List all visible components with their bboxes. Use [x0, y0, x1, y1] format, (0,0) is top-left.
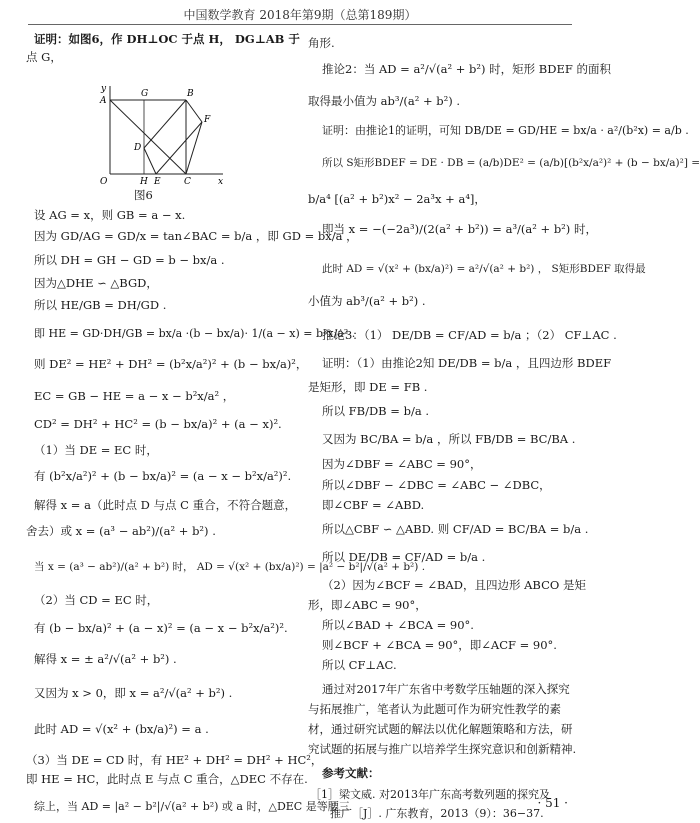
right-line-16: 所以∠DBF − ∠DBC = ∠ABC − ∠DBC，	[322, 478, 551, 492]
right-line-27: 材，通过研究试题的解法以优化解题策略和方法，研	[308, 722, 573, 736]
left-line-5: 所以 HE/GB = DH/GD .	[34, 298, 167, 312]
fig-label-D: D	[134, 143, 142, 153]
left-line-9: CD² = DH² + HC² = (b − bx/a)² + (a − x)².	[34, 417, 282, 431]
left-line-4: 因为△DHE ∽ △BGD，	[34, 276, 158, 290]
left-line-16: 有 (b − bx/a)² + (a − x)² = (a − x − b²x/a²)².	[34, 621, 288, 635]
running-header: 中国数学教育 2018年第9期（总第189期）	[183, 8, 417, 22]
right-line-19: 所以 DE/DB = CF/AD = b/a .	[322, 550, 486, 564]
fig-label-A: A	[100, 96, 107, 106]
right-line-10: 推论3：（1） DE/DB = CF/AD = b/a ；（2） CF⊥AC .	[322, 328, 617, 342]
right-line-21: 形，即∠ABC = 90°，	[308, 598, 427, 612]
right-line-6: b/a⁴ [(a² + b²)x² − 2a³x + a⁴]，	[308, 192, 486, 206]
right-line-26: 与拓展推广，笔者认为此题可作为研究性教学的素	[308, 702, 561, 716]
references-title: 参考文献：	[322, 766, 380, 780]
proof-intro-line-2: 点 G，	[26, 50, 62, 64]
fig-label-C: C	[184, 177, 191, 187]
fig-label-B: B	[187, 89, 194, 99]
left-line-12: 解得 x = a（此时点 D 与点 C 重合，不符合题意，	[34, 498, 297, 512]
right-line-23: 则∠BCF + ∠BCA = 90°，即∠ACF = 90°.	[322, 638, 557, 652]
left-line-14: 当 x = (a³ − ab²)/(a² + b²) 时， AD = √(x² + (bx/a)²) = |a² − b²|/√(a² + b²) .	[34, 561, 426, 573]
left-line-15: （2）当 CD = EC 时，	[34, 593, 159, 607]
right-line-14: 又因为 BC/BA = b/a ，所以 FB/DB = BC/BA .	[322, 432, 576, 446]
right-line-11: 证明：（1）由推论2知 DE/DB = b/a ，且四边形 BDEF	[322, 356, 612, 370]
left-line-1: 设 AG = x，则 GB = a − x.	[34, 208, 186, 222]
left-line-18: 又因为 x > 0，即 x = a²/√(a² + b²) .	[34, 686, 233, 700]
right-line-28: 究试题的拓展与推广以培养学生探究意识和创新精神.	[308, 742, 577, 756]
right-line-12: 是矩形，即 DE = FB .	[308, 380, 428, 394]
right-line-22: 所以∠BAD + ∠BCA = 90°.	[322, 618, 474, 632]
left-line-20: （3）当 DE = CD 时，有 HE² + DH² = DH² + HC²，	[26, 753, 323, 767]
right-line-15: 因为∠DBF = ∠ABC = 90°，	[322, 457, 482, 471]
right-line-5: 所以 S矩形BDEF = DE · DB = (a/b)DE² = (a/b)[(b²x/a²)² + (b − bx/a)²] =	[322, 157, 700, 169]
right-line-2: 推论2：当 AD = a²/√(a² + b²) 时，矩形 BDEF 的面积	[322, 62, 611, 76]
proof-intro-line-1: 证明：如图6，作 DH⊥OC 于点 H， DG⊥AB 于	[34, 32, 300, 46]
left-line-8: EC = GB − HE = a − x − b²x/a² ，	[34, 389, 235, 403]
right-line-17: 即∠CBF = ∠ABD.	[322, 498, 425, 512]
left-line-22: 综上，当 AD = |a² − b²|/√(a² + b²) 或 a 时，△DEC 是等腰三	[34, 800, 350, 813]
left-line-17: 解得 x = ± a²/√(a² + b²) .	[34, 652, 177, 666]
left-line-2: 因为 GD/AG = GD/x = tan∠BAC = b/a ，即 GD = bx/a ，	[34, 229, 358, 243]
right-line-13: 所以 FB/DB = b/a .	[322, 404, 429, 418]
left-line-6: 即 HE = GD·DH/GB = bx/a ·(b − bx/a)· 1/(a − x) = b²x/a² .	[34, 327, 356, 340]
left-line-19: 此时 AD = √(x² + (bx/a)²) = a .	[34, 722, 209, 736]
left-line-10: （1）当 DE = EC 时，	[34, 443, 158, 457]
right-line-8: 此时 AD = √(x² + (bx/a)²) = a²/√(a² + b²) ， S矩形BDEF 取得最	[322, 263, 646, 275]
figure-6	[98, 82, 228, 192]
left-line-3: 所以 DH = GH − GD = b − bx/a .	[34, 253, 225, 267]
left-line-13: 舍去）或 x = (a³ − ab²)/(a² + b²) .	[26, 524, 216, 538]
right-line-20: （2）因为∠BCF = ∠BAD，且四边形 ABCO 是矩	[322, 578, 586, 592]
fig-label-G: G	[141, 89, 149, 99]
fig-label-E: E	[154, 177, 161, 187]
reference-1-line-1: ［1］梁文威. 对2013年广东高考数列题的探究及	[310, 788, 550, 801]
right-line-7: 即当 x = −(−2a³)/(2(a² + b²)) = a³/(a² + b²) 时，	[322, 222, 597, 236]
right-line-3: 取得最小值为 ab³/(a² + b²) .	[308, 94, 461, 108]
fig-label-y: y	[101, 84, 107, 94]
fig-label-F: F	[204, 115, 211, 125]
page-number: · 51 ·	[537, 796, 568, 810]
figure-caption: 图6	[134, 188, 153, 202]
left-line-21: 即 HE = HC，此时点 E 与点 C 重合，△DEC 不存在.	[26, 772, 308, 786]
right-line-24: 所以 CF⊥AC.	[322, 658, 397, 672]
right-line-9: 小值为 ab³/(a² + b²) .	[308, 294, 426, 308]
header-rule	[28, 24, 572, 25]
right-line-4: 证明：由推论1的证明，可知 DB/DE = GD/HE = bx/a · a²/(b²x) = a/b .	[322, 124, 689, 137]
fig-label-x: x	[218, 177, 224, 187]
right-line-18: 所以△CBF ∽ △ABD. 则 CF/AD = BC/BA = b/a .	[322, 522, 589, 536]
fig-label-O: O	[100, 177, 108, 187]
left-line-7: 则 DE² = HE² + DH² = (b²x/a²)² + (b − bx/a)²，	[34, 357, 308, 371]
right-line-25: 通过对2017年广东省中考数学压轴题的深入探究	[322, 682, 570, 696]
left-line-11: 有 (b²x/a²)² + (b − bx/a)² = (a − x − b²x/a²)².	[34, 469, 292, 483]
fig-label-H: H	[140, 177, 148, 187]
reference-1-line-2: 推广［J］. 广东教育，2013（9）：36−37.	[330, 807, 544, 820]
right-line-1: 角形.	[308, 36, 335, 50]
